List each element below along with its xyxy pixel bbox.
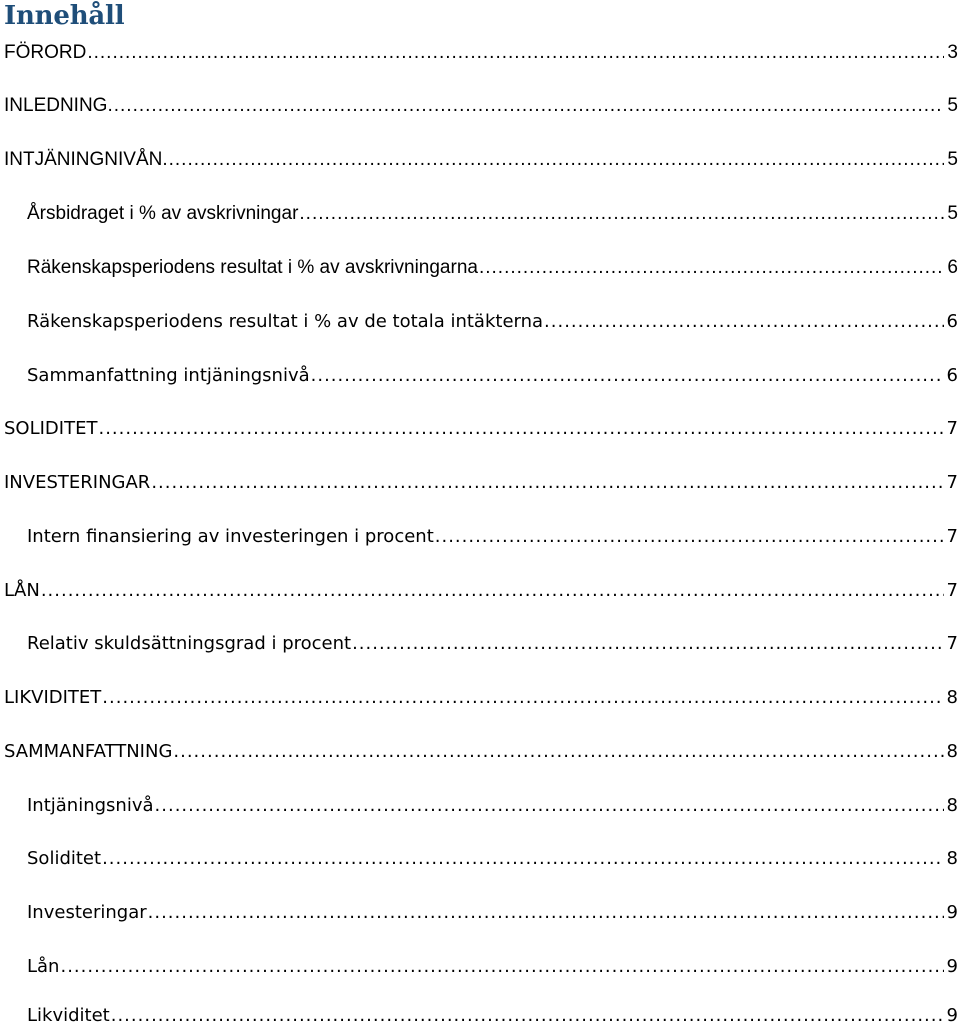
toc-entry-title: Årsbidraget i % av avskrivningar [27,203,299,224]
toc-page-number: 6 [947,257,958,278]
toc-dot-leader [352,631,943,657]
toc-page-number: 8 [946,795,958,816]
toc-entry-sub-likviditet[interactable] [27,1003,960,1029]
toc-page-number: 9 [946,1005,958,1026]
toc-heading: Innehåll [4,1,125,31]
toc-entry-title: LÅN [4,580,40,601]
toc-entry-title: Likviditet [27,1005,110,1026]
toc-dot-leader [151,470,943,496]
toc-entry-title: Relativ skuldsättningsgrad i procent [27,633,352,654]
toc-entry-title: INTJÄNINGNIVÅN. [4,149,168,170]
toc-page-number: 8 [946,741,958,762]
toc-dot-leader [155,793,944,819]
toc-dot-leader [148,900,944,926]
toc-page-number: 5 [947,149,958,170]
toc-entry-arsbidraget[interactable] [27,201,960,227]
toc-entry-sammanfattning[interactable] [4,739,960,765]
toc-dot-leader [87,40,944,66]
toc-entry-title: Räkenskapsperiodens resultat i % av avskrivningarna [27,257,478,278]
toc-dot-leader [98,416,943,442]
toc-entry-resultat-avskrivningar[interactable] [27,255,960,281]
toc-entry-title: LIKVIDITET [4,687,102,708]
toc-dot-leader [111,1003,944,1029]
toc-entry-investeringar[interactable] [4,470,960,496]
toc-dot-leader [114,93,945,119]
toc-entry-title: Investeringar [27,902,147,923]
toc-entry-title: Sammanfattning intjäningsnivå [27,365,310,386]
toc-page-number: 7 [946,472,958,493]
toc-page-number: 9 [946,956,958,977]
toc-entry-title: Räkenskapsperiodens resultat i % av de totala intäkterna [27,311,544,332]
toc-entry-title: Lån [27,956,60,977]
toc-entry-intjaningnivan[interactable] [4,147,960,173]
toc-entry-title: Soliditet [27,848,102,869]
toc-entry-title: INLEDNING. [4,95,113,116]
toc-page-number: 8 [946,848,958,869]
toc-page-number: 5 [947,203,958,224]
toc-entry-relativ-skuldsattningsgrad[interactable] [27,631,960,657]
toc-dot-leader [544,309,944,335]
toc-dot-leader [169,147,945,173]
toc-dot-leader [102,846,943,872]
toc-page-number: 6 [946,365,958,386]
toc-entry-title: Intjäningsnivå [27,795,154,816]
toc-entry-resultat-intakter[interactable] [27,309,960,335]
toc-entry-title: SAMMANFATTNING [4,741,173,762]
toc-entry-title: Intern finansiering av investeringen i procent [27,526,434,547]
toc-page-number: 3 [947,42,958,63]
toc-dot-leader [299,201,944,227]
toc-entry-title: INVESTERINGAR [4,472,151,493]
toc-entry-soliditet[interactable] [4,416,960,442]
toc-dot-leader [479,255,944,281]
toc-entry-title: SOLIDITET [4,418,98,439]
toc-page-number: 6 [946,311,958,332]
toc-dot-leader [60,954,943,980]
toc-page-number: 7 [946,418,958,439]
toc-entry-lan[interactable] [4,578,960,604]
toc-entry-sammanfattning-intjaningsniva[interactable] [27,363,960,389]
toc-entry-forord[interactable] [4,40,960,66]
toc-dot-leader [41,578,944,604]
toc-dot-leader [311,363,944,389]
toc-page-number: 5 [947,95,958,116]
toc-dot-leader [173,739,943,765]
toc-page-number: 8 [946,687,958,708]
toc-entry-sub-soliditet[interactable] [27,846,960,872]
toc-page-number: 7 [946,526,958,547]
toc-page-number: 7 [946,633,958,654]
toc-entry-intern-finansiering[interactable] [27,524,960,550]
toc-entry-sub-lan[interactable] [27,954,960,980]
toc-entry-sub-intjaningsniva[interactable] [27,793,960,819]
toc-entry-sub-investeringar[interactable] [27,900,960,926]
toc-dot-leader [102,685,943,711]
toc-entry-likviditet[interactable] [4,685,960,711]
toc-page-number: 7 [946,580,958,601]
toc-dot-leader [435,524,944,550]
toc-page-number: 9 [946,902,958,923]
toc-entry-title: FÖRORD [4,42,87,63]
toc-entry-inledning[interactable] [4,93,960,119]
